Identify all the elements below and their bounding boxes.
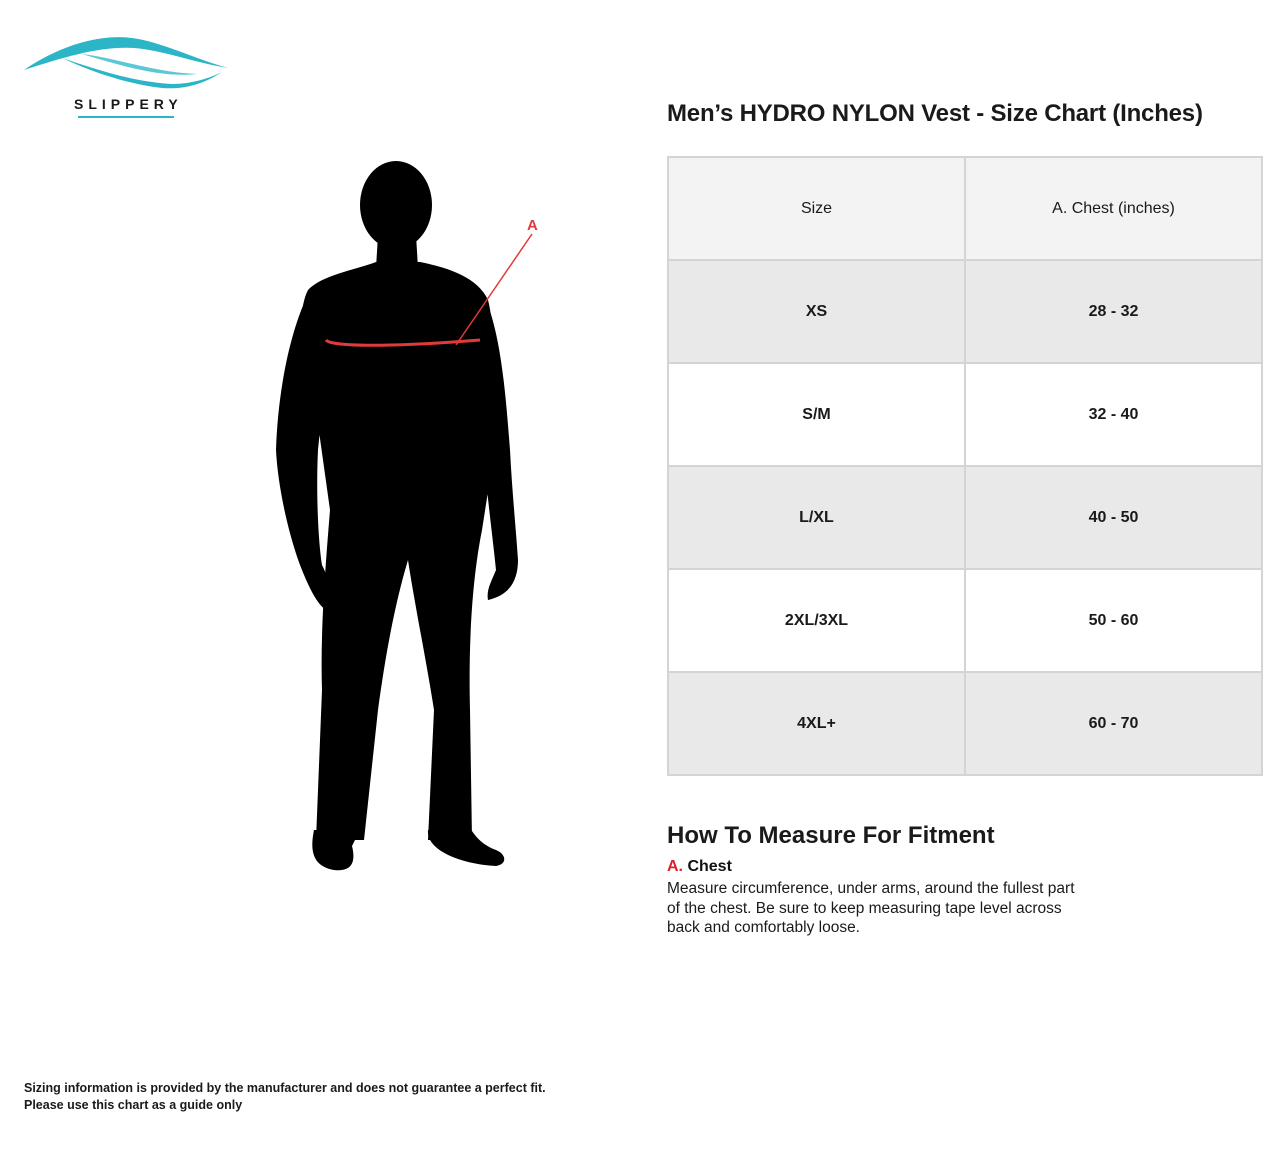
wave-logo-icon: [22, 32, 232, 92]
cell-chest: 60 - 70: [965, 672, 1262, 775]
measure-label-text: Chest: [687, 858, 732, 875]
table-row: [668, 466, 1262, 569]
header-size: Size: [668, 157, 965, 260]
table-row: [668, 569, 1262, 672]
cell-chest: 32 - 40: [965, 363, 1262, 466]
measure-letter: A.: [667, 858, 683, 875]
cell-size: 4XL+: [668, 672, 965, 775]
measure-description: Measure circumference, under arms, around the fullest part of the chest. Be sure to keep measuring tape level across back and comfortably loose.: [667, 880, 1075, 936]
measure-title: How To Measure For Fitment: [667, 822, 995, 849]
cell-size: L/XL: [668, 466, 965, 569]
size-chart-table: [667, 156, 1263, 776]
cell-size: 2XL/3XL: [668, 569, 965, 672]
measure-label: [667, 858, 732, 876]
disclaimer-line-1: Sizing information is provided by the manufacturer and does not guarantee a perfect fit.: [24, 1081, 546, 1095]
table-row: [668, 260, 1262, 363]
cell-size: XS: [668, 260, 965, 363]
human-silhouette-icon: [260, 150, 550, 880]
brand-logo: [22, 32, 232, 122]
cell-chest: 50 - 60: [965, 569, 1262, 672]
table-row: [668, 672, 1262, 775]
brand-name: SLIPPERY: [74, 96, 183, 112]
disclaimer: [24, 1080, 546, 1114]
measurement-figure: [260, 150, 550, 880]
cell-chest: 40 - 50: [965, 466, 1262, 569]
disclaimer-line-2: Please use this chart as a guide only: [24, 1098, 243, 1112]
marker-label: A: [527, 217, 538, 234]
header-chest: A. Chest (inches): [965, 157, 1262, 260]
page-title: Men’s HYDRO NYLON Vest - Size Chart (Inches): [667, 100, 1203, 127]
table-header-row: [668, 157, 1262, 260]
table-row: [668, 363, 1262, 466]
cell-chest: 28 - 32: [965, 260, 1262, 363]
cell-size: S/M: [668, 363, 965, 466]
brand-underline: [78, 116, 174, 118]
